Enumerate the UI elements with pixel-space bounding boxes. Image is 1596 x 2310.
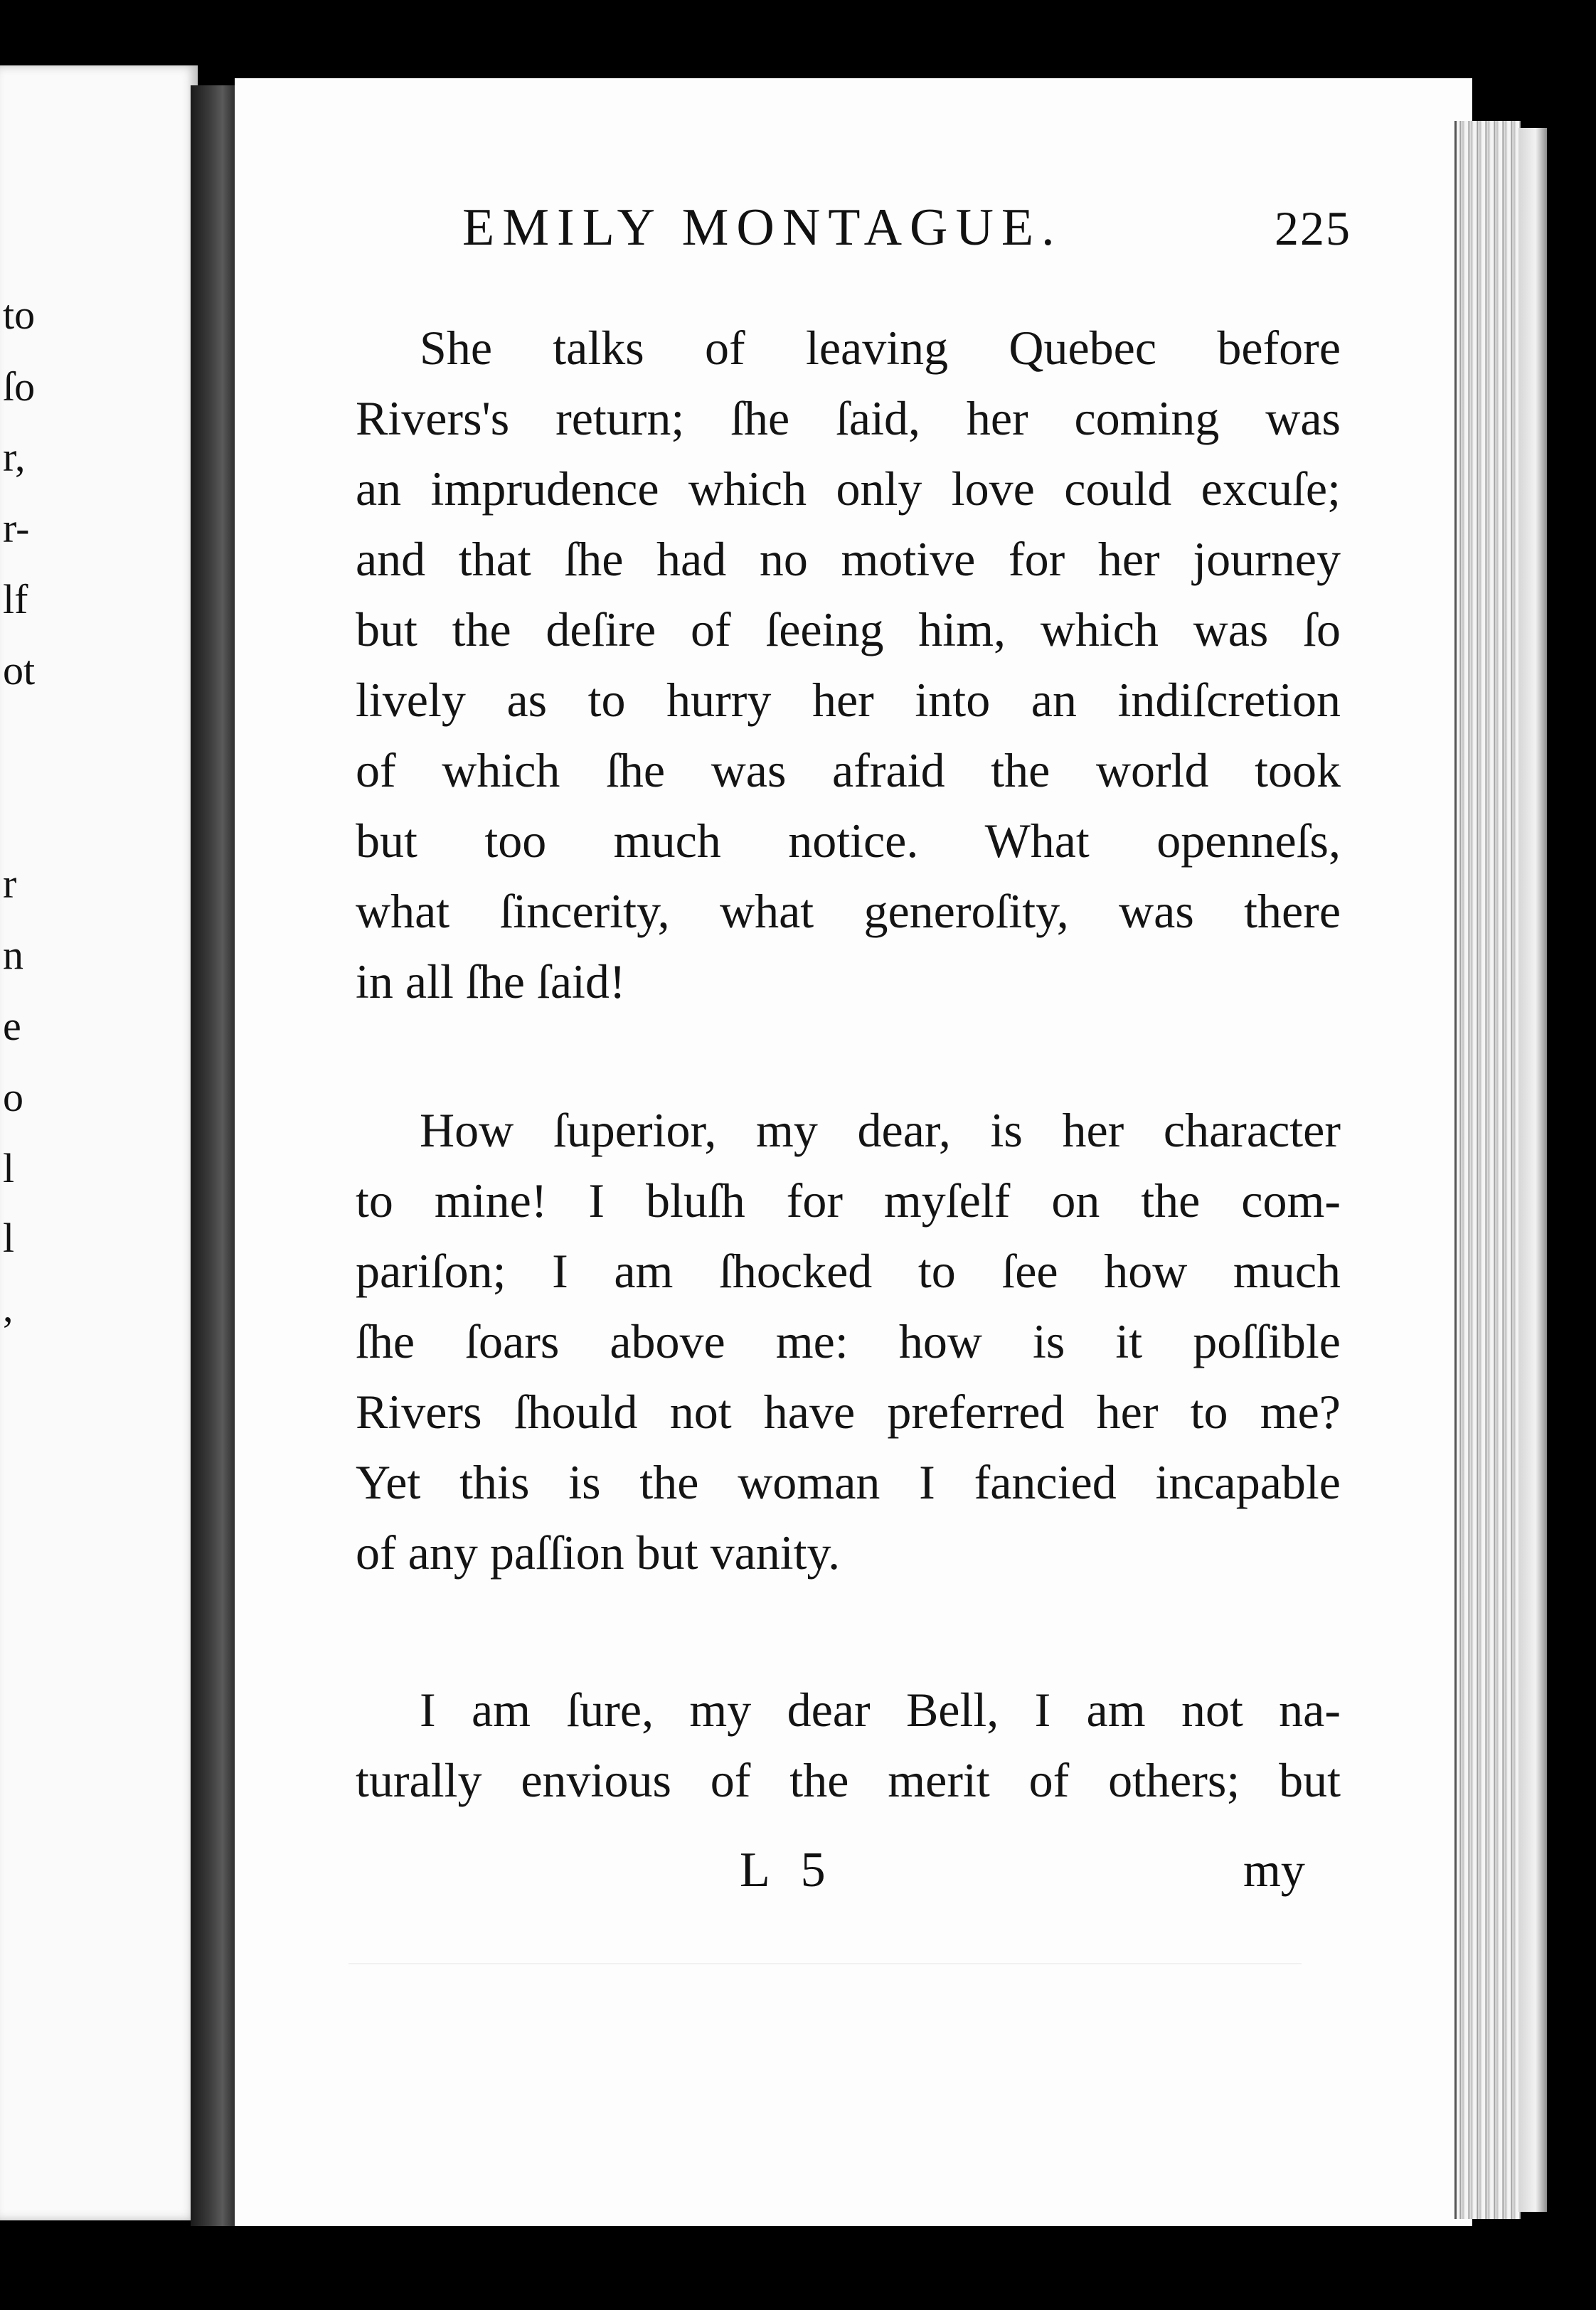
text-line: She talks of leaving Quebec before [420,321,1341,375]
facing-page-fragment: l [3,1215,15,1261]
page-edges [1454,121,1521,2219]
book-edge [1518,128,1547,2212]
running-head [462,198,1351,258]
show-through [349,1963,1302,1964]
text-line: pariſon; I am ſhocked to ſee how much [356,1244,1341,1298]
facing-page-fragment: n [3,932,23,978]
running-title: EMILY MONTAGUE. [462,198,1063,257]
text-line: and that ſhe had no motive for her journey [356,532,1341,586]
catchword: my [1243,1843,1305,1897]
paragraph-3 [356,1675,1341,1816]
text-line: Rivers ſhould not have preferred her to me? [356,1385,1341,1439]
facing-page-fragment: r- [3,505,30,551]
text-line: what ſincerity, what generoſity, was there [356,884,1341,938]
page-number: 225 [1275,201,1351,255]
text-line: to mine! I bluſh for myſelf on the com- [356,1173,1341,1228]
facing-page-fragment: e [3,1003,21,1049]
text-line: of any paſſion but vanity. [356,1526,841,1580]
text-line: in all ſhe ſaid! [356,954,626,1008]
facing-page-fragment: ſo [3,363,36,410]
text-line: turally envious of the merit of others; but [356,1753,1341,1807]
paragraph-1 [356,313,1341,1017]
text-line: but too much notice. What openneſs, [356,814,1341,868]
text-line: I am ſure, my dear Bell, I am not na- [420,1683,1341,1737]
facing-page-fragment: ot [3,647,36,693]
paragraph-2 [356,1095,1341,1588]
facing-page-fragment: o [3,1074,23,1120]
facing-page-fragment: , [3,1284,14,1331]
text-line: but the deſire of ſeeing him, which was ſo [356,602,1341,656]
facing-page-fragment: l [3,1145,15,1191]
facing-page-fragment: to [3,292,36,338]
book-gutter [191,85,236,2226]
facing-page-fragment: r [3,861,17,907]
text-line: an imprudence which only love could excuſe; [356,462,1341,516]
text-line: Rivers's return; ſhe ſaid, her coming was [356,391,1341,445]
facing-page-fragment: lf [3,576,28,622]
facing-page-fragment: r, [3,434,26,480]
text-line: How ſuperior, my dear, is her character [420,1103,1341,1157]
text-line: Yet this is the woman I fancied incapable [356,1455,1341,1509]
signature-mark: L 5 [740,1843,836,1897]
facing-page [0,65,198,2220]
text-line: lively as to hurry her into an indiſcretion [356,673,1341,727]
text-line: ſhe ſoars above me: how is it poſſible [356,1314,1341,1368]
text-line: of which ſhe was afraid the world took [356,743,1341,797]
